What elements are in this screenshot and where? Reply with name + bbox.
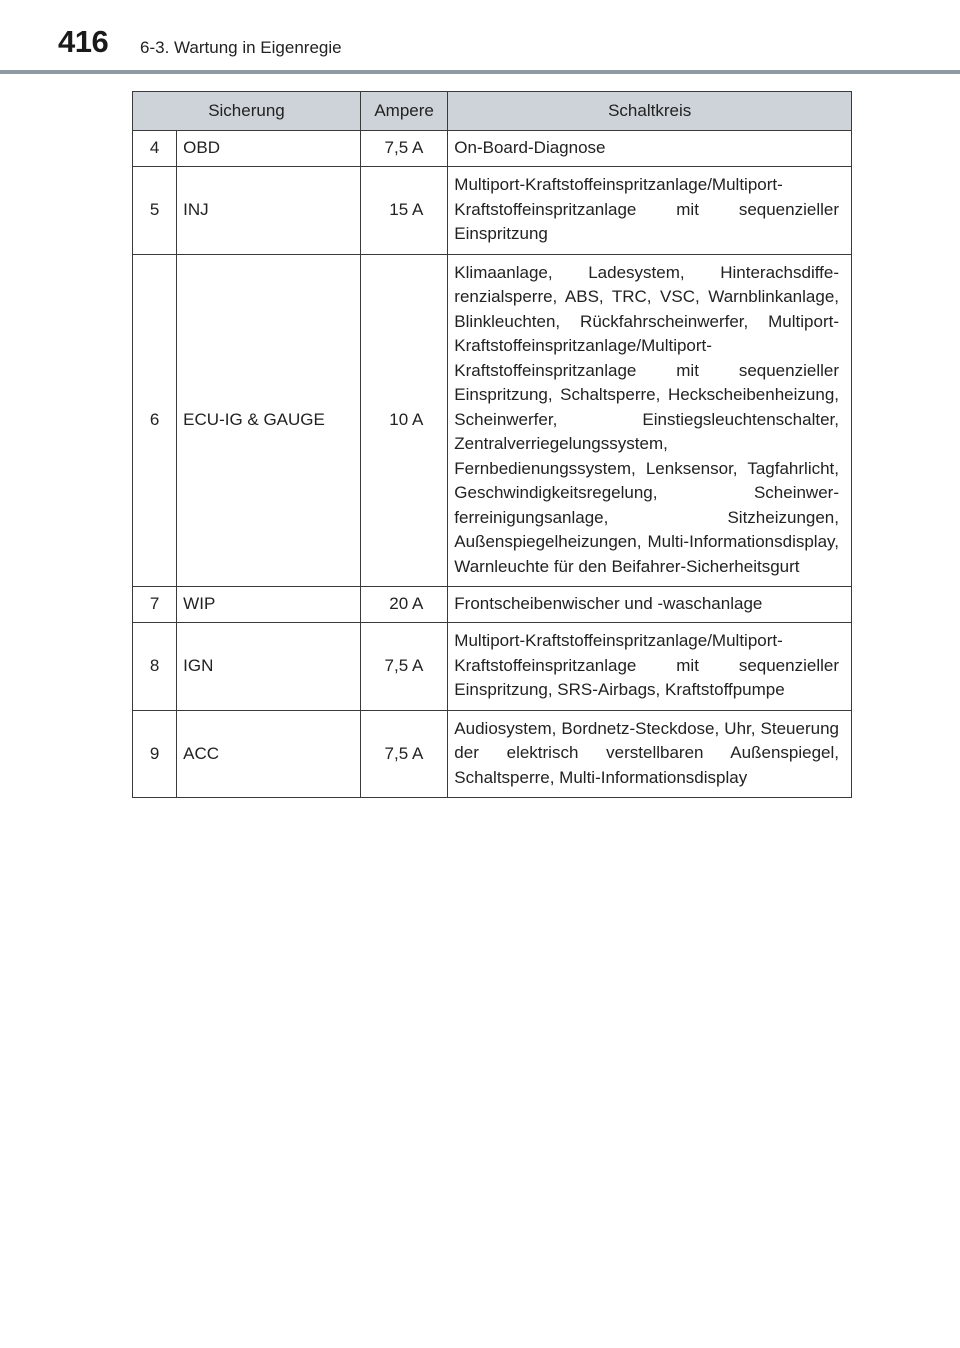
fuse-name: ACC bbox=[177, 710, 361, 798]
fuse-table bbox=[132, 91, 852, 798]
fuse-circuit: On-Board-Diagnose bbox=[448, 131, 852, 167]
column-header-circuit: Schaltkreis bbox=[448, 92, 852, 131]
fuse-ampere: 20 A bbox=[360, 587, 447, 623]
fuse-number: 8 bbox=[133, 623, 177, 711]
fuse-name: ECU-IG & GAUGE bbox=[177, 254, 361, 587]
fuse-circuit: Klimaanlage, Ladesystem, Hinterachsdifferenzialsperre, ABS, TRC, VSC, Warnblinkanlage, Blinkleuchten, Rückfahrscheinwerfer, Multiport-Kraftstoffeinspritzanlage/Multiport-Kraftstoffeinspritzanlage mit sequenzieller Einspritzung, Schaltsperre, Heckscheibenheizung, Scheinwerfer, Einstiegsleuchtenschalter, Zentralverriegelungssystem, Fernbedienungssystem, Lenksensor, Tagfahrlicht, Geschwindigkeitsregelung, Scheinwerferreinigungsanlage, Sitzheizungen, Außenspiegelheizungen, Multi-Informationsdisplay, Warnleuchte für den Beifahrer-Sicherheitsgurt bbox=[448, 254, 852, 587]
page-number: 416 bbox=[58, 24, 109, 59]
fuse-name: WIP bbox=[177, 587, 361, 623]
fuse-ampere: 7,5 A bbox=[360, 131, 447, 167]
fuse-circuit: Multiport-Kraftstoffeinspritzanlage/Multiport-Kraftstoffeinspritzanlage mit sequenzieller Einspritzung bbox=[448, 167, 852, 255]
table-row bbox=[133, 167, 852, 255]
table-header-row bbox=[133, 92, 852, 131]
fuse-number: 9 bbox=[133, 710, 177, 798]
fuse-name: OBD bbox=[177, 131, 361, 167]
table-row bbox=[133, 131, 852, 167]
table-row bbox=[133, 710, 852, 798]
fuse-ampere: 7,5 A bbox=[360, 710, 447, 798]
fuse-ampere: 10 A bbox=[360, 254, 447, 587]
fuse-number: 5 bbox=[133, 167, 177, 255]
fuse-number: 6 bbox=[133, 254, 177, 587]
fuse-circuit: Audiosystem, Bordnetz-Steckdose, Uhr, Steuerung der elektrisch verstellbaren Außenspiegel, Schaltsperre, Multi-Informationsdisplay bbox=[448, 710, 852, 798]
fuse-circuit: Frontscheibenwischer und -waschanlage bbox=[448, 587, 852, 623]
header-divider bbox=[0, 70, 960, 74]
table-row bbox=[133, 254, 852, 587]
column-header-ampere: Ampere bbox=[360, 92, 447, 131]
fuse-ampere: 7,5 A bbox=[360, 623, 447, 711]
fuse-number: 7 bbox=[133, 587, 177, 623]
section-title: 6-3. Wartung in Eigenregie bbox=[140, 38, 342, 57]
fuse-number: 4 bbox=[133, 131, 177, 167]
table-row bbox=[133, 623, 852, 711]
fuse-name: INJ bbox=[177, 167, 361, 255]
table-row bbox=[133, 587, 852, 623]
fuse-name: IGN bbox=[177, 623, 361, 711]
fuse-circuit: Multiport-Kraftstoffeinspritzanlage/Multiport-Kraftstoffeinspritzanlage mit sequenzieller Einspritzung, SRS-Airbags, Kraftstoffpumpe bbox=[448, 623, 852, 711]
fuse-ampere: 15 A bbox=[360, 167, 447, 255]
column-header-fuse: Sicherung bbox=[133, 92, 361, 131]
